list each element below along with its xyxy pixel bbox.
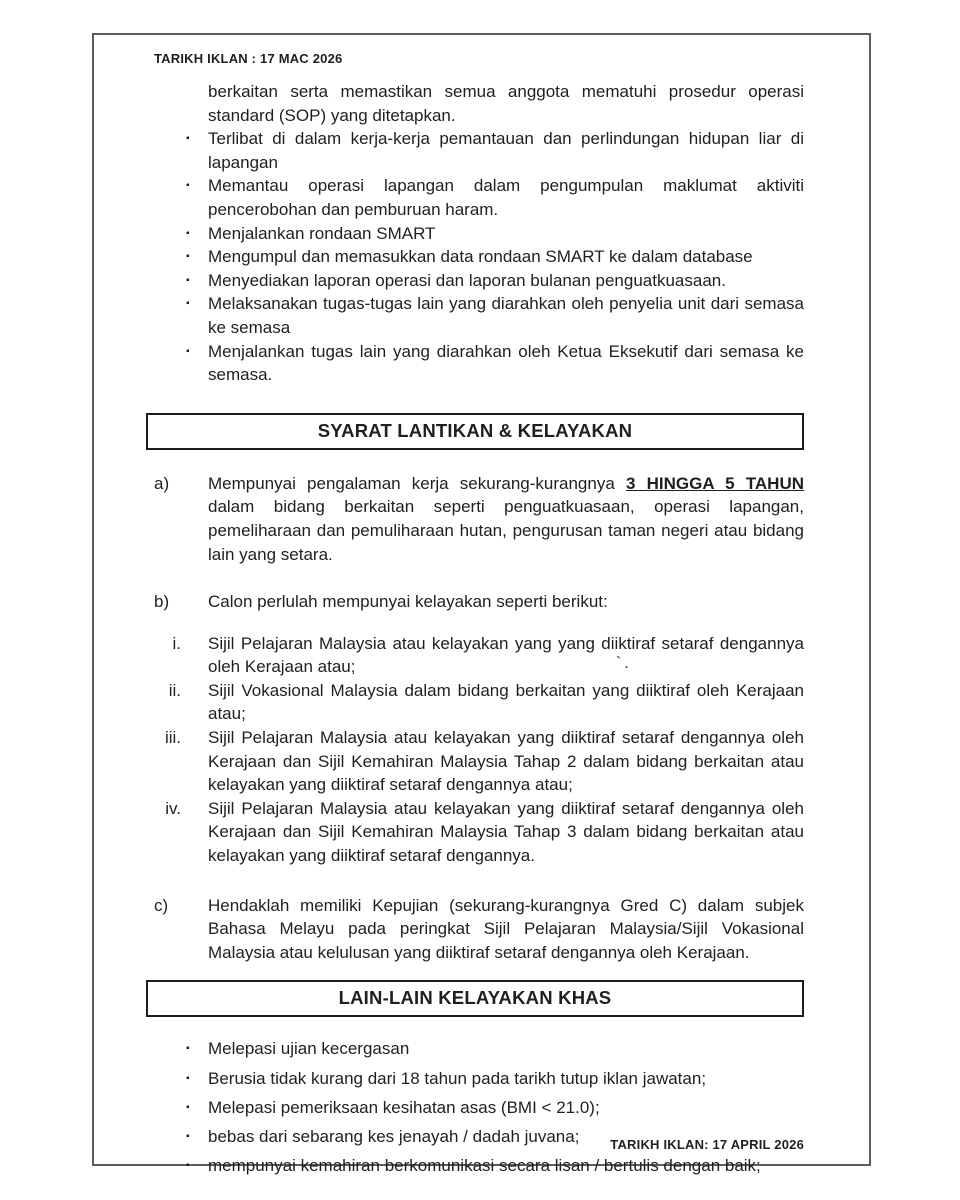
duty-item-text: Mengumpul dan memasukkan data rondaan SMART ke dalam database	[208, 247, 753, 267]
item-marker: iv.	[165, 798, 181, 818]
bullet-icon: ▪	[186, 1101, 190, 1113]
section-title: SYARAT LANTIKAN & KELAYAKAN	[317, 419, 633, 441]
item-marker: i.	[172, 633, 181, 653]
special-item-text: Berusia tidak kurang dari 18 tahun pada tarikh tutup iklan jawatan;	[208, 1068, 707, 1088]
lettered-item-b	[154, 590, 804, 614]
bullet-icon: ▪	[186, 274, 190, 286]
lettered-item-a	[154, 472, 804, 566]
bullet-icon: ▪	[186, 1130, 190, 1142]
roman-item-text	[208, 632, 804, 679]
duty-item-text: Melaksanakan tugas-tugas lain yang diarahkan oleh penyelia unit dari semasa ke semasa	[208, 294, 804, 337]
duty-item-text: Menjalankan tugas lain yang diarahkan oleh Ketua Eksekutif dari semasa ke semasa.	[208, 341, 804, 385]
special-item	[186, 1154, 804, 1178]
duty-item	[186, 174, 804, 221]
bullet-icon: ▪	[186, 180, 190, 192]
duty-item-text: Menjalankan rondaan SMART	[208, 223, 436, 243]
bullet-icon: ▪	[186, 227, 190, 239]
roman-item-i	[154, 632, 804, 679]
item-marker: iii.	[164, 728, 181, 748]
highlight-experience: 3 HINGGA 5 TAHUN	[625, 473, 804, 493]
roman-list	[94, 632, 869, 868]
roman-item-iii	[154, 726, 804, 797]
special-item-text: mempunyai kemahiran berkomunikasi secara lisan / bertulis dengan baik;	[208, 1156, 761, 1176]
bullet-icon: ▪	[186, 133, 190, 145]
footer-date: TARIKH IKLAN: 17 APRIL 2026	[610, 1137, 804, 1152]
duty-item	[186, 292, 804, 339]
duty-item-text: Menyediakan laporan operasi dan laporan bulanan penguatkuasaan.	[208, 270, 726, 290]
lettered-item-c	[154, 894, 804, 965]
special-item	[186, 1096, 804, 1120]
duty-item	[186, 245, 804, 269]
item-marker: a)	[154, 473, 170, 493]
roman-item-text-content: Sijil Pelajaran Malaysia atau kelayakan yang yang diiktiraf setaraf dengannya oleh Kerajaan atau;	[208, 633, 804, 677]
bullet-icon: ▪	[186, 251, 190, 263]
special-item-text: bebas dari sebarang kes jenayah / dadah juvana;	[208, 1126, 580, 1146]
stray-mark: `.	[616, 654, 632, 672]
roman-item-text: Sijil Pelajaran Malaysia atau kelayakan yang diiktiraf setaraf dengannya oleh Kerajaan dan Sijil Kemahiran Malaysia Tahap 3 dalam bidang berkaitan atau kelayakan yang diiktiraf setaraf dengannya.	[208, 798, 804, 866]
duty-item	[186, 222, 804, 246]
roman-item-text: Sijil Pelajaran Malaysia atau kelayakan yang diiktiraf setaraf dengannya oleh Kerajaan dan Sijil Kemahiran Malaysia Tahap 2 dalam bidang berkaitan atau kelayakan yang diiktiraf setaraf dengannya atau;	[208, 728, 804, 795]
section-title: LAIN-LAIN KELAYAKAN KHAS	[338, 987, 612, 1009]
duty-item	[186, 127, 804, 174]
roman-item-text: Sijil Vokasional Malaysia dalam bidang berkaitan yang diiktiraf oleh Kerajaan atau;	[208, 680, 804, 724]
document-page	[92, 33, 871, 1176]
roman-item-ii	[154, 679, 804, 726]
duty-item	[186, 340, 804, 387]
item-marker: ii.	[168, 680, 181, 700]
lettered-item-text	[208, 472, 804, 566]
special-qualification-list	[94, 1037, 869, 1177]
bullet-icon: ▪	[186, 1160, 190, 1172]
section-header-syarat-lantikan	[146, 413, 804, 450]
duty-list	[94, 127, 869, 387]
special-item-text: Melepasi ujian kecergasan	[208, 1039, 410, 1059]
duty-item	[186, 269, 804, 293]
section-header-lain-lain	[146, 980, 804, 1017]
bullet-icon: ▪	[186, 298, 190, 310]
text-before-highlight: Mempunyai pengalaman kerja sekurang-kurangnya	[208, 473, 626, 493]
roman-item-iv	[154, 797, 804, 868]
special-item	[186, 1067, 804, 1091]
lettered-item-text: Hendaklah memiliki Kepujian (sekurang-kurangnya Gred C) dalam subjek Bahasa Melayu pada peringkat Sijil Pelajaran Malaysia/Sijil Vokasional Malaysia atau kelulusan yang diiktiraf setaraf dengannya oleh Kerajaan.	[208, 895, 804, 962]
intro-paragraph: berkaitan serta memastikan semua anggota mematuhi prosedur operasi standard (SOP) yang ditetapkan.	[208, 82, 804, 125]
lettered-item-text: Calon perlulah mempunyai kelayakan seperti berikut:	[208, 592, 608, 612]
bullet-icon: ▪	[186, 1043, 190, 1055]
special-item-text: Melepasi pemeriksaan kesihatan asas (BMI < 21.0);	[208, 1097, 600, 1117]
duty-item-text: Terlibat di dalam kerja-kerja pemantauan dan perlindungan hidupan liar di lapangan	[208, 129, 804, 172]
header-date: TARIKH IKLAN : 17 MAC 2026	[154, 51, 343, 66]
text-after-highlight: dalam bidang berkaitan seperti penguatkuasaan, operasi lapangan, pemeliharaan dan pemuliharaan hutan, pengurusan taman negeri atau bidang lain yang setara.	[208, 497, 804, 564]
item-marker: b)	[154, 592, 170, 612]
item-marker: c)	[154, 895, 169, 915]
special-item	[186, 1037, 804, 1061]
duty-item-text: Memantau operasi lapangan dalam pengumpulan maklumat aktiviti pencerobohan dan pemburuan haram.	[208, 176, 804, 219]
bullet-icon: ▪	[186, 1072, 190, 1084]
bullet-icon: ▪	[186, 345, 190, 357]
